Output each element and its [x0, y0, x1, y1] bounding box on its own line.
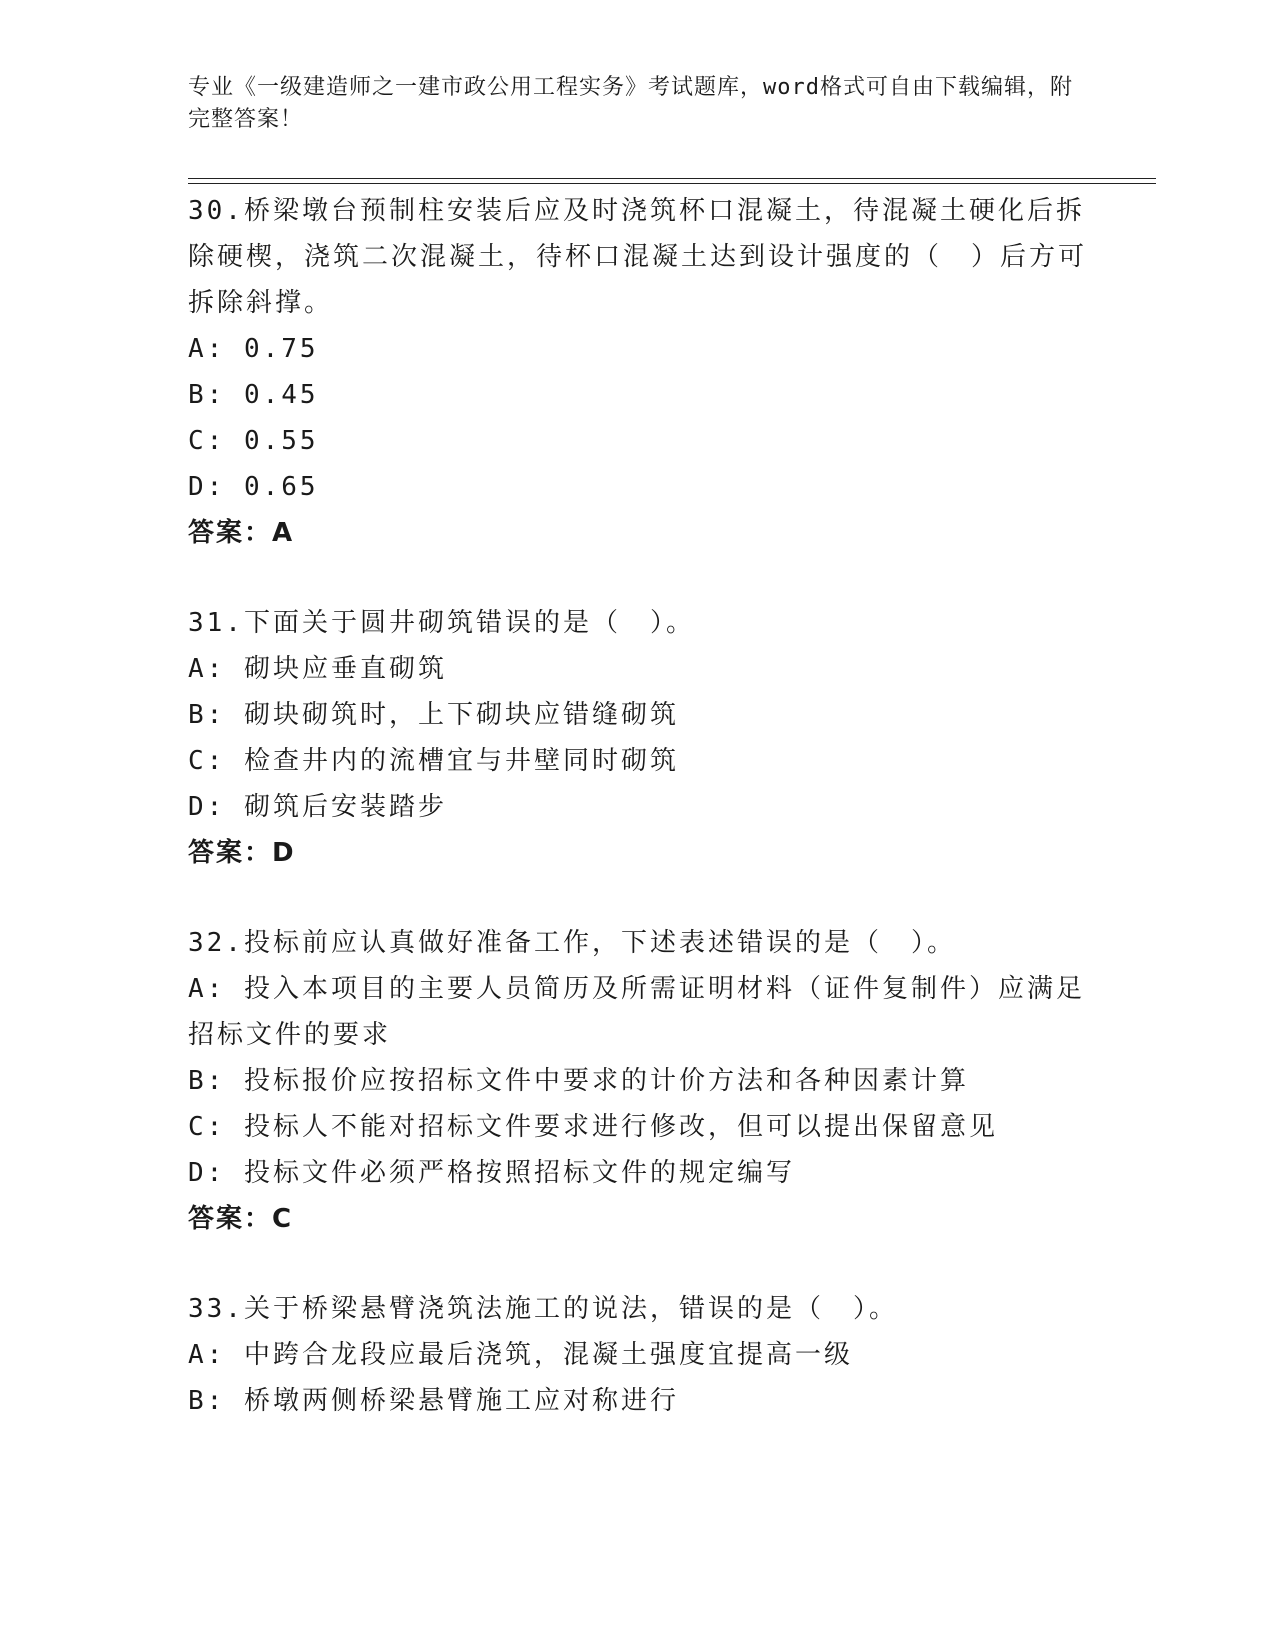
- option-c: C: 0.55: [188, 426, 319, 456]
- option-d: D: 砌筑后安装踏步: [188, 792, 447, 822]
- option-c: C: 投标人不能对招标文件要求进行修改，但可以提出保留意见: [188, 1112, 998, 1142]
- option-a: A: 中跨合龙段应最后浇筑，混凝土强度宜提高一级: [188, 1340, 853, 1370]
- header-rule-top: [188, 178, 1156, 179]
- option-d: D: 0.65: [188, 472, 319, 502]
- question-32: [188, 920, 1088, 1242]
- option-b: B: 砌块砌筑时，上下砌块应错缝砌筑: [188, 700, 679, 730]
- document-header: 专业《一级建造师之一建市政公用工程实务》考试题库，word格式可自由下载编辑，附完整答案！: [188, 75, 1073, 132]
- option-a: A: 投入本项目的主要人员简历及所需证明材料（证件复制件）应满足招标文件的要求: [188, 974, 1085, 1050]
- answer: 答案：C: [188, 1204, 294, 1234]
- answer: 答案：A: [188, 518, 295, 548]
- answer: 答案：D: [188, 838, 296, 868]
- option-a: A: 0.75: [188, 334, 319, 364]
- question-stem: 31.下面关于圆井砌筑错误的是（ ）。: [188, 608, 695, 638]
- question-stem: 33.关于桥梁悬臂浇筑法施工的说法，错误的是（ ）。: [188, 1294, 898, 1324]
- question-30: [188, 188, 1088, 556]
- question-stem: 32.投标前应认真做好准备工作，下述表述错误的是（ ）。: [188, 928, 956, 958]
- option-b: B: 0.45: [188, 380, 319, 410]
- question-31: [188, 600, 1088, 876]
- option-c: C: 检查井内的流槽宜与井壁同时砌筑: [188, 746, 679, 776]
- header-rule-bottom: [188, 183, 1156, 184]
- option-b: B: 投标报价应按招标文件中要求的计价方法和各种因素计算: [188, 1066, 969, 1096]
- question-stem: 30.桥梁墩台预制柱安装后应及时浇筑杯口混凝土，待混凝土硬化后拆除硬楔，浇筑二次混凝土，待杯口混凝土达到设计强度的（ ）后方可拆除斜撑。: [188, 196, 1088, 318]
- option-d: D: 投标文件必须严格按照招标文件的规定编写: [188, 1158, 795, 1188]
- question-list: [188, 188, 1088, 1468]
- option-a: A: 砌块应垂直砌筑: [188, 654, 447, 684]
- question-33: [188, 1286, 1088, 1424]
- option-b: B: 桥墩两侧桥梁悬臂施工应对称进行: [188, 1386, 679, 1416]
